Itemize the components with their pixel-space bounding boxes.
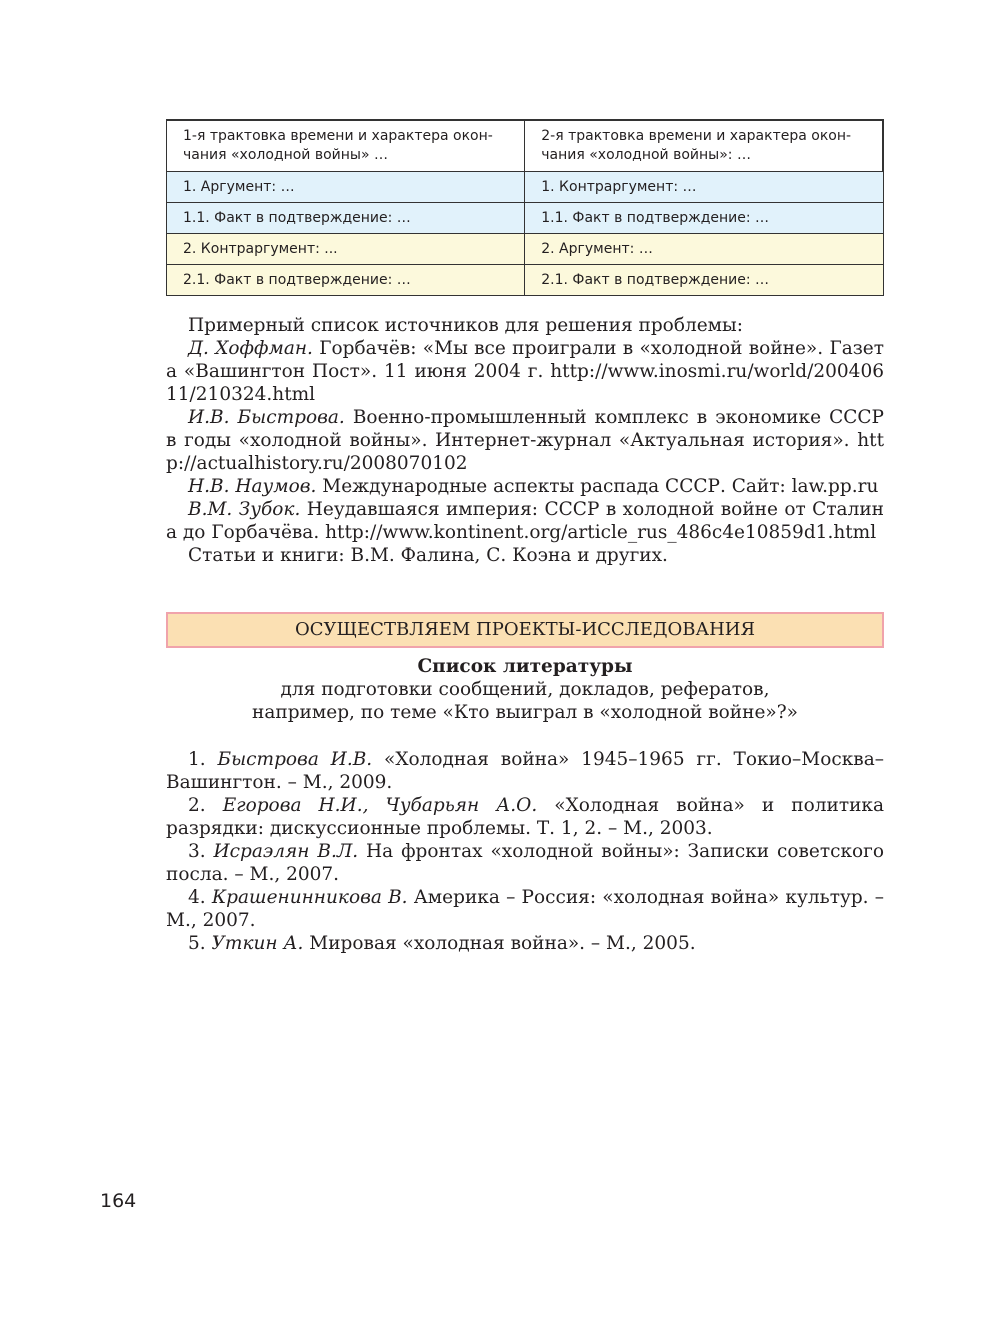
list-item (166, 794, 884, 840)
item-author: Исраэлян В.Л. (213, 841, 359, 862)
list-item (166, 748, 884, 794)
table-cell: 1.1. Факт в подтверждение: … (525, 203, 883, 234)
source-text: Горбачёв: «Мы все проиграли в «холодной войне». Газета «Вашингтон Пост». 11 июня 2004 г. http://www.inosmi.ru/world/20040611/210324.html (166, 338, 884, 405)
sources-list (166, 314, 884, 567)
argument-table (166, 119, 884, 296)
sources-footer: Статьи и книги: В.М. Фалина, С. Коэна и других. (188, 545, 668, 566)
item-author: Егорова Н.И., Чубарьян А.О. (222, 795, 538, 816)
table-header-cell: 2-я трактовка времени и характера окон-чания «холодной войны»: … (525, 120, 883, 172)
literature-header (166, 655, 884, 724)
table-header-row (167, 120, 884, 172)
table-cell: 2.1. Факт в подтверждение: … (525, 265, 883, 296)
list-item (166, 840, 884, 886)
table-row (167, 172, 884, 203)
table-cell: 1. Контраргумент: … (525, 172, 883, 203)
table-cell: 2. Аргумент: … (525, 234, 883, 265)
source-item (166, 406, 884, 475)
table-header-cell: 1-я трактовка времени и характера окон-чания «холодной войны» … (167, 120, 525, 172)
source-text: Международные аспекты распада СССР. Сайт: law.pp.ru (316, 476, 879, 497)
source-author: Н.В. Наумов. (188, 476, 317, 497)
item-author: Уткин А. (211, 933, 304, 954)
item-author: Крашенинникова В. (211, 887, 408, 908)
item-number: 1. (188, 749, 218, 770)
item-number: 2. (188, 795, 223, 816)
source-text: Неудавшаяся империя: СССР в холодной войне от Сталина до Горбачёва. http://www.kontinent.org/article_rus_486c4e10859d1.html (166, 499, 885, 543)
source-item (166, 498, 884, 544)
item-number: 4. (188, 887, 212, 908)
source-author: В.М. Зубок. (188, 499, 301, 520)
source-author: И.В. Быстрова. (188, 407, 345, 428)
table-row (167, 203, 884, 234)
table-cell: 2. Контраргумент: ... (167, 234, 525, 265)
table-row (167, 234, 884, 265)
item-text: «Холодная война» и политика разрядки: дискуссионные проблемы. Т. 1, 2. – М., 2003. (166, 795, 884, 839)
item-text: Мировая «холодная война». – М., 2005. (303, 933, 696, 954)
table-cell: 2.1. Факт в подтверждение: … (167, 265, 525, 296)
table-cell: 1. Аргумент: … (167, 172, 525, 203)
table-cell: 1.1. Факт в подтверждение: … (167, 203, 525, 234)
literature-title: Список литературы (417, 656, 633, 677)
item-author: Быстрова И.В. (217, 749, 373, 770)
item-number: 5. (188, 933, 212, 954)
list-item (166, 932, 884, 955)
literature-subtitle: для подготовки сообщений, докладов, рефератов, (280, 679, 770, 700)
literature-subtitle: например, по теме «Кто выиграл в «холодной войне»?» (252, 702, 798, 723)
list-item (166, 886, 884, 932)
section-banner: ОСУЩЕСТВЛЯЕМ ПРОЕКТЫ-ИССЛЕДОВАНИЯ (166, 612, 884, 648)
item-text: На фронтах «холодной войны»: Записки советского посла. – М., 2007. (166, 841, 884, 885)
sources-heading: Примерный список источников для решения проблемы: (188, 315, 744, 336)
item-number: 3. (188, 841, 214, 862)
source-item (166, 475, 884, 498)
item-text: «Холодная война» 1945–1965 гг. Токио–Москва–Вашингтон. – М., 2009. (166, 749, 884, 793)
item-text: Америка – Россия: «холодная война» культур. – М., 2007. (166, 887, 885, 931)
literature-list (166, 748, 884, 955)
source-item (166, 337, 884, 406)
page-number: 164 (100, 1190, 137, 1212)
source-text: Военно-промышленный комплекс в экономике СССР в годы «холодной войны». Интернет-журнал «Актуальная история». http://actualhistory.ru/2008070102 (166, 407, 884, 474)
table-row (167, 265, 884, 296)
source-author: Д. Хоффман. (188, 338, 313, 359)
